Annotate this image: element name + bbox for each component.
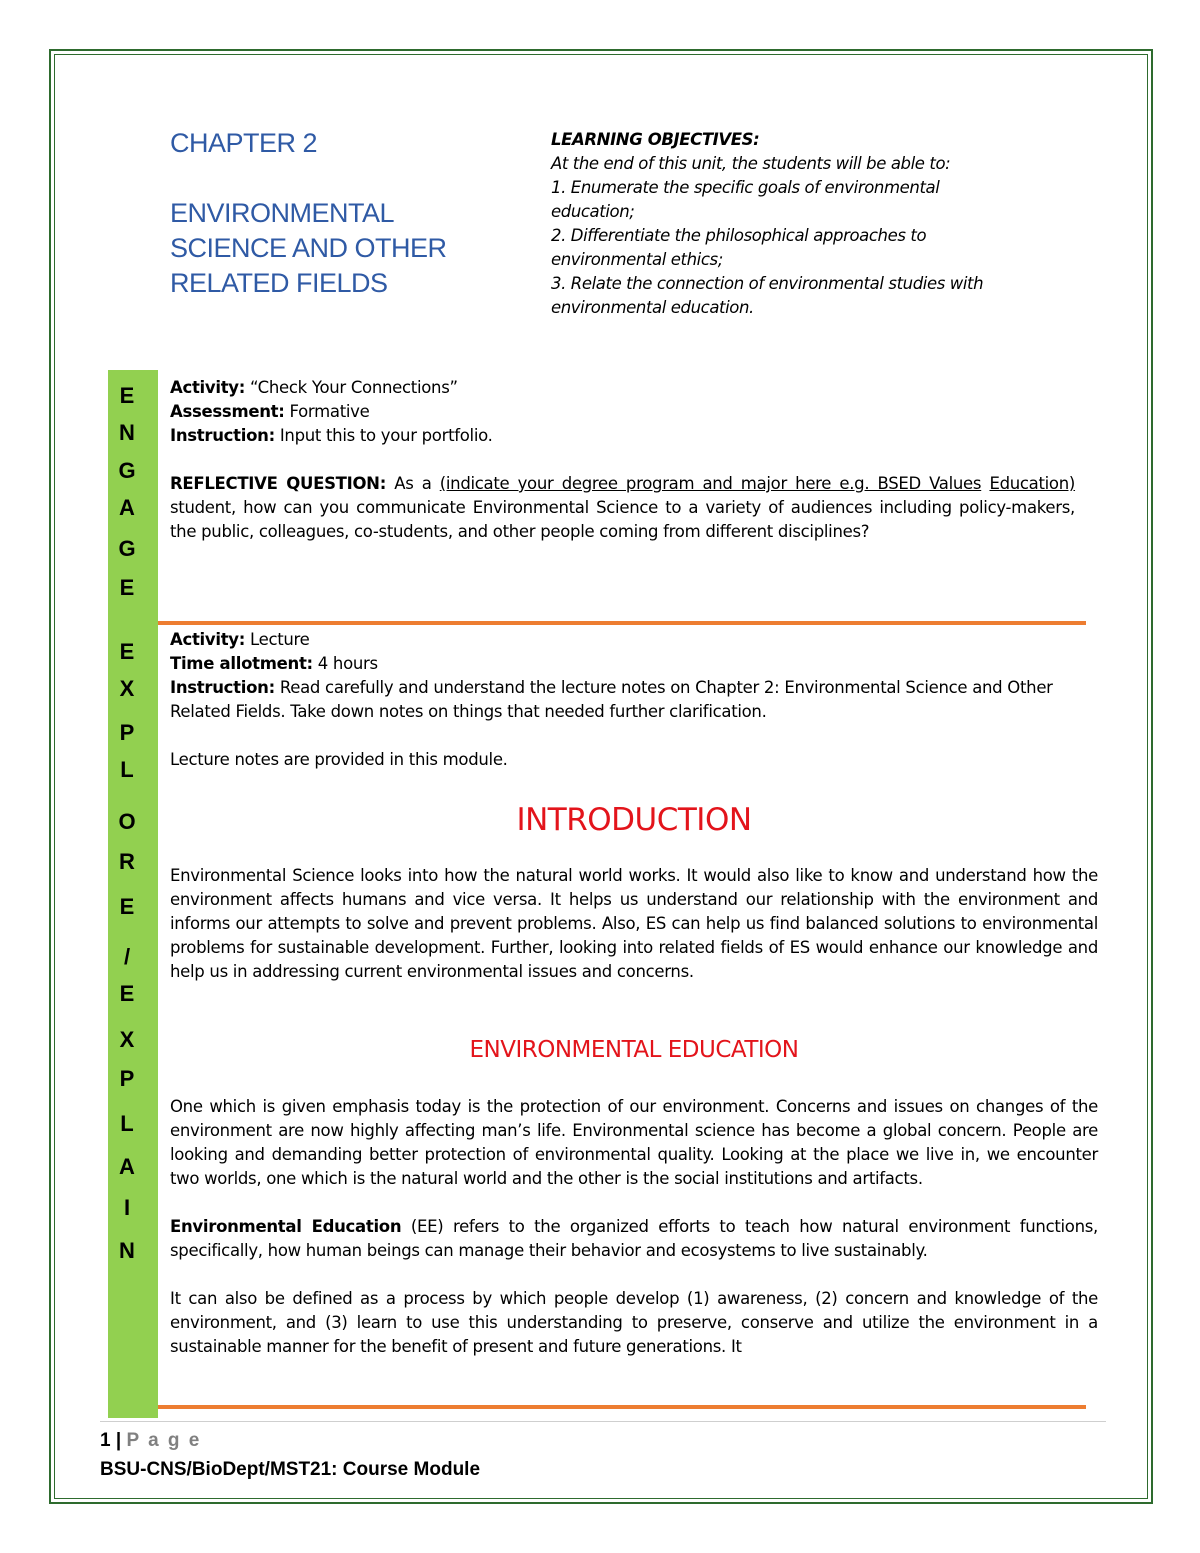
engage-section <box>170 376 1075 544</box>
ee-paragraph-2 <box>170 1215 1098 1263</box>
learning-objectives <box>551 128 1091 320</box>
explore-instruction <box>170 676 1098 724</box>
sidebar-letter: G <box>118 458 136 483</box>
lecture-notes-note: Lecture notes are provided in this module. <box>170 750 508 769</box>
ee-definition: (EE) refers to the organized efforts to teach how natural environment functions, specifically, how human beings can manage their behavior and ecosystems to live sustainably. <box>170 1217 1098 1260</box>
footer-page-number <box>100 1428 201 1454</box>
sidebar-letter: N <box>119 420 135 445</box>
reflective-question <box>170 472 1075 544</box>
environmental-education-heading: ENVIRONMENTAL EDUCATION <box>469 1037 799 1063</box>
engage-instruction-label: Instruction: <box>170 426 275 445</box>
sidebar-letter: O <box>118 809 136 834</box>
engage-activity <box>170 376 1075 400</box>
explore-activity-label: Activity: <box>170 630 246 649</box>
environmental-education-section <box>170 1095 1098 1359</box>
chapter-number: CHAPTER 2 <box>170 128 318 158</box>
sidebar-letter: X <box>119 1027 135 1052</box>
reflective-placeholder: (indicate your degree program and major here e.g. BSED Values <box>439 474 982 493</box>
chapter-heading <box>170 126 510 301</box>
sidebar-letter: E <box>119 383 135 408</box>
ee-paragraph-1: One which is given emphasis today is the protection of our environment. Concerns and issues on changes of the environment are now highly affecting man’s life. Environmental science has become a global concern. People are looking and demanding better protection of environmental quality. Looking at the place we live in, we encounter two worlds, one which is the natural world and the other is the social institutions and artifacts. <box>170 1097 1098 1188</box>
sidebar-letter: L <box>120 757 134 782</box>
introduction-heading: INTRODUCTION <box>516 802 752 838</box>
engage-assessment-value: Formative <box>289 402 370 421</box>
engage-assessment-label: Assessment: <box>170 402 285 421</box>
explore-activity <box>170 628 1098 652</box>
chapter-title-line: ENVIRONMENTAL <box>170 198 395 228</box>
reflective-pre: As a <box>394 474 432 493</box>
sidebar-letter: N <box>119 1238 135 1263</box>
ee-term: Environmental Education <box>170 1217 402 1236</box>
engage-activity-label: Activity: <box>170 378 246 397</box>
sidebar-letter: X <box>119 676 135 701</box>
chapter-title-line: SCIENCE AND OTHER <box>170 233 447 263</box>
objectives-line: 3. Relate the connection of environmental studies with <box>551 274 984 293</box>
page-separator: | <box>115 1430 122 1451</box>
page-label: P a g e <box>126 1430 202 1451</box>
page-number: 1 <box>100 1430 111 1451</box>
sidebar-letter: P <box>119 720 135 745</box>
sidebar-letter: E <box>119 981 135 1006</box>
phase-sidebar <box>108 370 158 1418</box>
engage-activity-value: “Check Your Connections” <box>250 378 458 397</box>
objectives-line: education; <box>551 202 635 221</box>
explore-instruction-label: Instruction: <box>170 678 275 697</box>
sidebar-letter: A <box>119 495 135 520</box>
engage-assessment <box>170 400 1075 424</box>
explore-time-value: 4 hours <box>317 654 378 673</box>
sidebar-letter: G <box>118 536 136 561</box>
section-divider-bottom <box>158 1405 1086 1409</box>
sidebar-letter: L <box>120 1111 134 1136</box>
sidebar-letter: I <box>123 1195 131 1220</box>
objectives-line: environmental education. <box>551 298 754 317</box>
engage-instruction-value: Input this to your portfolio. <box>279 426 493 445</box>
sidebar-letter: A <box>119 1154 135 1179</box>
explore-activity-value: Lecture <box>250 630 310 649</box>
sidebar-letter: P <box>119 1066 135 1091</box>
chapter-title-line: RELATED FIELDS <box>170 268 388 298</box>
introduction-paragraph <box>170 864 1098 984</box>
footer-rule <box>100 1421 1106 1422</box>
sidebar-letter: E <box>119 575 135 600</box>
sidebar-letter: R <box>119 849 135 874</box>
explore-time <box>170 652 1098 676</box>
explore-instruction-value: Read carefully and understand the lecture notes on Chapter 2: Environmental Science and Other Related Fields. Take down notes on things that needed further clarification. <box>170 678 1053 721</box>
objectives-title: LEARNING OBJECTIVES: <box>551 130 760 149</box>
reflective-post: student, how can you communicate Environmental Science to a variety of audiences including policy-makers, the public, colleagues, co-students, and other people coming from different disciplines? <box>170 498 1075 541</box>
objectives-line: 2. Differentiate the philosophical approaches to <box>551 226 927 245</box>
objectives-line: environmental ethics; <box>551 250 723 269</box>
sidebar-letter: E <box>119 639 135 664</box>
engage-instruction <box>170 424 1075 448</box>
introduction-text: Environmental Science looks into how the natural world works. It would also like to know and understand how the environment affects humans and vice versa. It helps us understand our relationship with the environment and informs our attempts to solve and prevent problems. Also, ES can help us find balanced solutions to environmental problems for sustainable development. Further, looking into related fields of ES would enhance our knowledge and help us in addressing current environmental issues and concerns. <box>170 866 1098 981</box>
ee-paragraph-3: It can also be defined as a process by which people develop (1) awareness, (2) concern and knowledge of the environment, and (3) learn to use this understanding to preserve, conserve and utilize the environment in a sustainable manner for the benefit of present and future generations. It <box>170 1289 1098 1356</box>
sidebar-letter: / <box>123 944 131 969</box>
reflective-placeholder-end: Education) <box>989 474 1076 493</box>
explore-time-label: Time allotment: <box>170 654 313 673</box>
section-divider <box>158 621 1086 625</box>
sidebar-letter: E <box>119 894 135 919</box>
objectives-line: At the end of this unit, the students will be able to: <box>551 154 951 173</box>
footer-course: BSU-CNS/BioDept/MST21: Course Module <box>100 1459 481 1480</box>
reflective-question-label: REFLECTIVE QUESTION: <box>170 474 386 493</box>
objectives-line: 1. Enumerate the specific goals of environmental <box>551 178 940 197</box>
explore-section <box>170 628 1098 772</box>
